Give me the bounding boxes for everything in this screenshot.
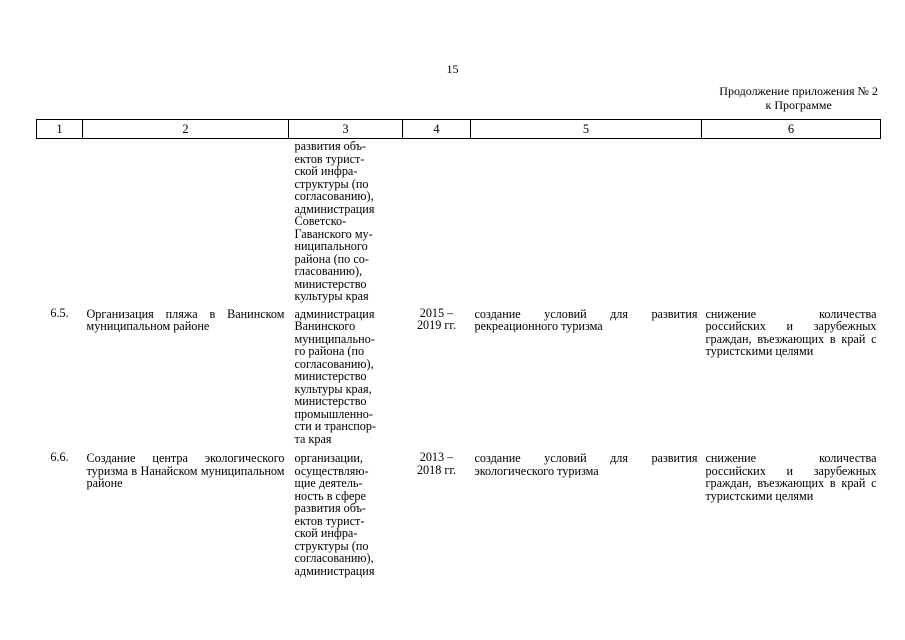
column-header: 1 <box>37 120 83 139</box>
expected-result: создание условий для развития рекреационного туризма <box>474 306 698 333</box>
period-line: 2013 – <box>419 450 454 464</box>
executor-line: Советско- <box>294 214 347 228</box>
period-cell <box>403 451 471 583</box>
executor-line: развития объ- <box>294 501 366 515</box>
executor-line: промышленно- <box>294 406 373 421</box>
appendix-line-2: к Программе <box>765 98 832 112</box>
column-header: 3 <box>289 120 403 139</box>
executor-line: ектов турист- <box>294 151 365 166</box>
executor-cell <box>289 139 403 307</box>
page-number: 15 <box>446 62 459 76</box>
column-header: 2 <box>83 120 289 139</box>
executor-line: Гаванского му- <box>294 226 373 241</box>
executor-line: министерство <box>294 369 367 383</box>
table-row <box>37 451 881 583</box>
executor-line: гласованию), <box>294 264 363 278</box>
appendix-caption <box>719 84 878 112</box>
executor-line: муниципально- <box>294 331 375 346</box>
executor-line: администрация <box>294 201 375 216</box>
executor-line: осуществляю- <box>294 463 369 478</box>
executor-line: Ванинского <box>294 319 356 333</box>
executor-line: культуры края <box>294 289 369 303</box>
executor-line: щие деятель- <box>294 476 363 490</box>
executor-line: ской инфра- <box>294 164 358 178</box>
target-indicator: снижение количества российских и зарубежных граждан, въезжающих в край с туристскими целями <box>705 451 877 503</box>
executor-line: структуры (по <box>294 538 369 553</box>
item-name: Организация пляжа в Ванинском муниципальном районе <box>86 306 285 333</box>
executor-line: организации, <box>294 451 363 465</box>
executor-line: культуры края, <box>294 381 372 396</box>
executor-line: согласованию), <box>294 189 374 203</box>
period-line: 2018 гг. <box>416 462 457 477</box>
executor-line: го района (по <box>294 344 365 358</box>
executor-cell <box>289 307 403 452</box>
period-cell <box>403 307 471 452</box>
expected-result: создание условий для развития экологического туризма <box>474 451 698 478</box>
column-header: 5 <box>471 120 702 139</box>
executor-line: сти и транспор- <box>294 419 377 433</box>
executor-line: ской инфра- <box>294 526 358 540</box>
period-line: 2019 гг. <box>416 318 457 332</box>
appendix-line-1: Продолжение приложения № 2 <box>719 84 878 98</box>
executor-line: структуры (по <box>294 176 369 191</box>
target-indicator: снижение количества российских и зарубежных граждан, въезжающих в край с туристскими целями <box>705 306 877 358</box>
executor-line: администрация <box>294 563 375 578</box>
executor-line: развития объ- <box>294 139 366 153</box>
column-header: 6 <box>702 120 881 139</box>
executor-line: министерство <box>294 394 367 408</box>
executor-line: согласованию), <box>294 356 374 371</box>
period-line: 2015 – <box>419 305 454 320</box>
program-table <box>36 119 881 583</box>
executor-line: администрация <box>294 306 375 321</box>
table-row <box>37 307 881 452</box>
column-header: 4 <box>403 120 471 139</box>
executor-line: ность в сфере <box>294 488 366 503</box>
item-name: Создание центра экологического туризма в Нанайском муниципальном районе <box>86 451 285 490</box>
item-number: 6.5. <box>50 305 69 320</box>
executor-cell <box>289 451 403 583</box>
table-row-continued <box>37 139 881 307</box>
executor-line: та края <box>294 431 332 446</box>
executor-line: ниципального <box>294 239 368 253</box>
table-header-row <box>37 120 881 139</box>
executor-line: министерство <box>294 276 367 291</box>
item-number: 6.6. <box>50 450 69 464</box>
executor-line: ектов турист- <box>294 513 365 528</box>
executor-line: района (по со- <box>294 251 369 266</box>
executor-line: согласованию), <box>294 551 374 565</box>
